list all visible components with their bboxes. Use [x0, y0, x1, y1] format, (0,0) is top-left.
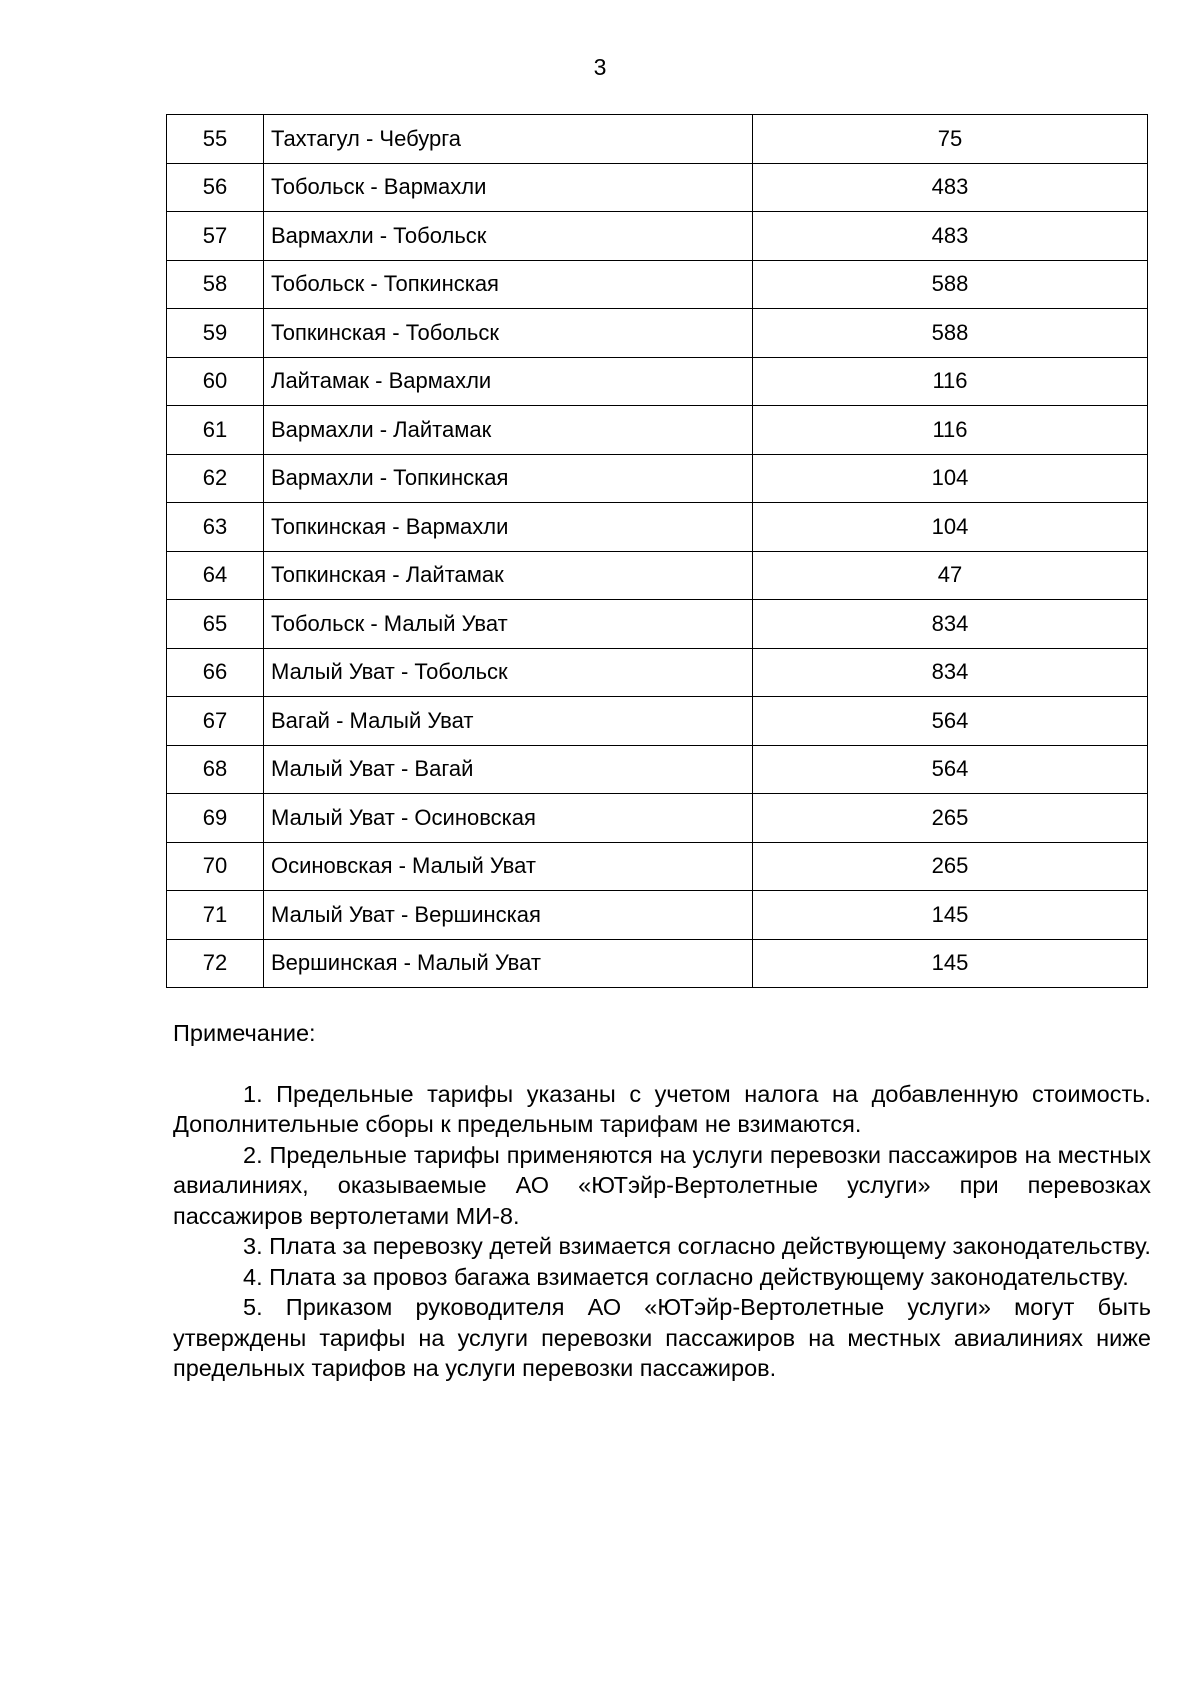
- route-name: Вагай - Малый Уват: [264, 697, 753, 746]
- table-row: [167, 794, 1148, 843]
- table-row: [167, 648, 1148, 697]
- note-item: 4. Плата за провоз багажа взимается согласно действующему законодательству.: [243, 1263, 1129, 1290]
- route-name: Тобольск - Вармахли: [264, 163, 753, 212]
- table-row: [167, 260, 1148, 309]
- row-number: 66: [167, 648, 264, 697]
- row-number: 60: [167, 357, 264, 406]
- route-name: Малый Уват - Вершинская: [264, 891, 753, 940]
- tariff-value: 834: [753, 600, 1148, 649]
- tariff-value: 588: [753, 309, 1148, 358]
- row-number: 68: [167, 745, 264, 794]
- table-row: [167, 115, 1148, 164]
- tariff-value: 116: [753, 357, 1148, 406]
- note-item: 1. Предельные тарифы указаны с учетом налога на добавленную стоимость. Дополнительные сборы к предельным тарифам не взимаются.: [173, 1080, 1151, 1137]
- row-number: 71: [167, 891, 264, 940]
- route-name: Вершинская - Малый Уват: [264, 939, 753, 988]
- row-number: 59: [167, 309, 264, 358]
- tariff-value: 116: [753, 406, 1148, 455]
- route-name: Топкинская - Тобольск: [264, 309, 753, 358]
- table-row: [167, 939, 1148, 988]
- row-number: 61: [167, 406, 264, 455]
- route-name: Тобольск - Топкинская: [264, 260, 753, 309]
- route-name: Малый Уват - Тобольск: [264, 648, 753, 697]
- note-item: 3. Плата за перевозку детей взимается согласно действующему законодательству.: [243, 1233, 1151, 1259]
- route-name: Осиновская - Малый Уват: [264, 842, 753, 891]
- table-row: [167, 406, 1148, 455]
- table-row: [167, 600, 1148, 649]
- row-number: 62: [167, 454, 264, 503]
- route-name: Топкинская - Лайтамак: [264, 551, 753, 600]
- tariff-value: 588: [753, 260, 1148, 309]
- tariff-value: 104: [753, 454, 1148, 503]
- route-name: Топкинская - Вармахли: [264, 503, 753, 552]
- row-number: 67: [167, 697, 264, 746]
- table-row: [167, 212, 1148, 261]
- route-name: Малый Уват - Вагай: [264, 745, 753, 794]
- row-number: 55: [167, 115, 264, 164]
- route-name: Лайтамак - Вармахли: [264, 357, 753, 406]
- table-row: [167, 842, 1148, 891]
- tariff-value: 75: [753, 115, 1148, 164]
- tariff-value: 483: [753, 163, 1148, 212]
- note-item: 5. Приказом руководителя АО «ЮТэйр-Вертолетные услуги» могут быть утверждены тарифы на услуги перевозки пассажиров на местных авиалиниях ниже предельных тарифов на услуги перевозки пассажиров.: [173, 1294, 1151, 1381]
- route-name: Тахтагул - Чебурга: [264, 115, 753, 164]
- table-row: [167, 551, 1148, 600]
- route-name: Вармахли - Лайтамак: [264, 406, 753, 455]
- tariff-value: 265: [753, 842, 1148, 891]
- notes-section: [173, 1018, 1151, 1384]
- tariff-value: 483: [753, 212, 1148, 261]
- row-number: 70: [167, 842, 264, 891]
- table-row: [167, 745, 1148, 794]
- row-number: 63: [167, 503, 264, 552]
- note-item: 2. Предельные тарифы применяются на услуги перевозки пассажиров на местных авиалиниях, оказываемые АО «ЮТэйр-Вертолетные услуги» при перевозках пассажиров вертолетами МИ-8.: [173, 1141, 1151, 1229]
- tariff-value: 145: [753, 939, 1148, 988]
- tariff-table: [166, 114, 1148, 988]
- tariff-value: 145: [753, 891, 1148, 940]
- tariff-value: 564: [753, 697, 1148, 746]
- page-number: 3: [593, 54, 607, 80]
- table-row: [167, 503, 1148, 552]
- row-number: 57: [167, 212, 264, 261]
- row-number: 64: [167, 551, 264, 600]
- table-row: [167, 454, 1148, 503]
- table-row: [167, 891, 1148, 940]
- tariff-value: 47: [753, 551, 1148, 600]
- route-name: Вармахли - Тобольск: [264, 212, 753, 261]
- tariff-value: 104: [753, 503, 1148, 552]
- table-row: [167, 357, 1148, 406]
- table-row: [167, 163, 1148, 212]
- row-number: 72: [167, 939, 264, 988]
- row-number: 56: [167, 163, 264, 212]
- route-name: Малый Уват - Осиновская: [264, 794, 753, 843]
- table-row: [167, 309, 1148, 358]
- notes-title: Примечание:: [173, 1020, 316, 1046]
- row-number: 65: [167, 600, 264, 649]
- table-row: [167, 697, 1148, 746]
- route-name: Тобольск - Малый Уват: [264, 600, 753, 649]
- route-name: Вармахли - Топкинская: [264, 454, 753, 503]
- tariff-value: 834: [753, 648, 1148, 697]
- row-number: 69: [167, 794, 264, 843]
- row-number: 58: [167, 260, 264, 309]
- tariff-value: 564: [753, 745, 1148, 794]
- tariff-value: 265: [753, 794, 1148, 843]
